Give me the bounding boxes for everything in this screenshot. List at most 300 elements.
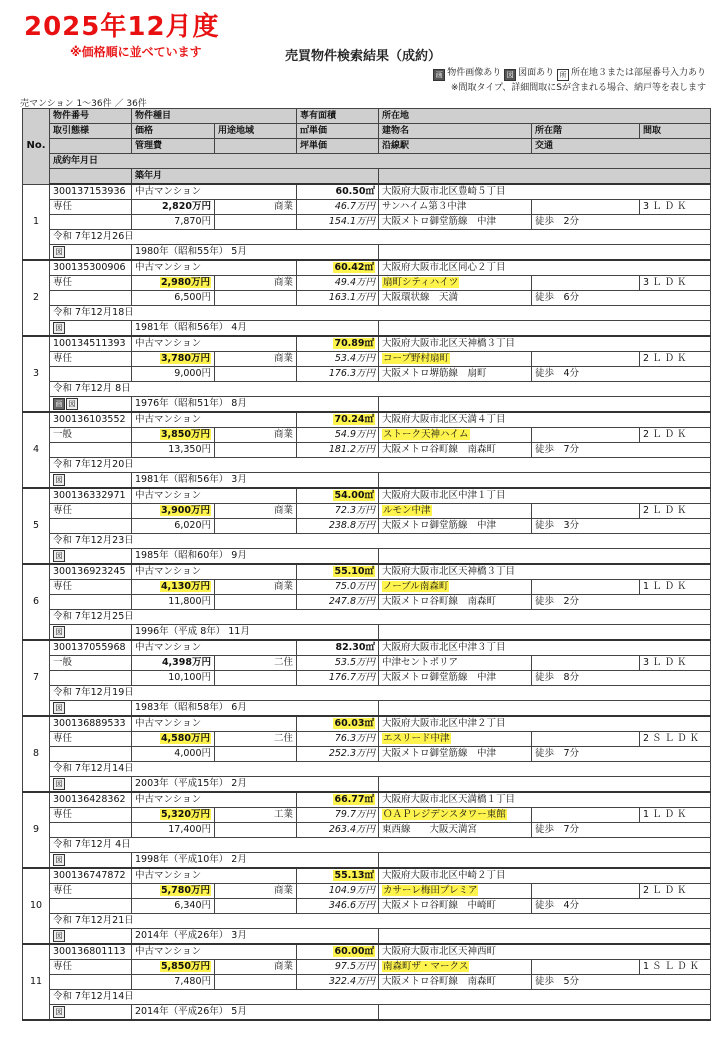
floor [532, 276, 640, 291]
row-number: 11 [23, 944, 50, 1020]
line-station: 大阪メトロ谷町線 南森町 [379, 443, 532, 458]
row-number: 3 [23, 336, 50, 412]
management-fee: 4,000円 [132, 747, 215, 762]
layout: 2ＳＬＤＫ [640, 732, 711, 747]
line-station: 大阪メトロ谷町線 南森町 [379, 595, 532, 610]
exclusive-area: 82.30㎡ [297, 640, 379, 656]
floorplan-icon[interactable]: 図 [53, 854, 65, 866]
address: 大阪府大阪市北区天神橋３丁目 [379, 336, 711, 352]
price: 4,580万円 [132, 732, 215, 747]
contract-date: 令和 7年12月21日 [50, 914, 711, 929]
access: 徒歩 2分 [532, 215, 711, 230]
transaction-type: 専任 [50, 580, 132, 595]
table-row[interactable] [23, 488, 711, 504]
header-line-station: 沿線駅 [379, 139, 532, 154]
sqm-price: 75.0万円 [297, 580, 379, 595]
sqm-price: 76.3万円 [297, 732, 379, 747]
property-type: 中古マンション [132, 564, 297, 580]
header-empty [50, 169, 132, 185]
built-date: 1981年（昭和56年） 3月 [132, 473, 379, 489]
built-date: 1985年（昭和60年） 9月 [132, 549, 379, 565]
line-station: 大阪メトロ御堂筋線 中津 [379, 519, 532, 534]
zoning: 商業 [215, 884, 297, 899]
transaction-type: 専任 [50, 808, 132, 823]
price: 4,398万円 [132, 656, 215, 671]
address-icon: 所 [557, 69, 569, 81]
row-number: 9 [23, 792, 50, 868]
empty-cell [215, 367, 297, 382]
document-title: 売買物件検索結果（成約） [285, 49, 442, 64]
line-station: 大阪メトロ御堂筋線 中津 [379, 747, 532, 762]
building-name: ＯＡＰレジデンスタワー東館 [379, 808, 532, 823]
attachment-icons[interactable] [50, 321, 132, 337]
empty-cell [379, 473, 711, 489]
management-fee: 11,800円 [132, 595, 215, 610]
sqm-price: 97.5万円 [297, 960, 379, 975]
empty-cell [215, 215, 297, 230]
layout: 1ＬＤＫ [640, 580, 711, 595]
zoning: 工業 [215, 808, 297, 823]
access: 徒歩 3分 [532, 519, 711, 534]
zoning: 商業 [215, 580, 297, 595]
exclusive-area: 55.13㎡ [297, 868, 379, 884]
sqm-price: 46.7万円 [297, 200, 379, 215]
exclusive-area: 55.10㎡ [297, 564, 379, 580]
floor [532, 580, 640, 595]
tsubo-price: 163.1万円 [297, 291, 379, 306]
line-station: 大阪メトロ堺筋線 扇町 [379, 367, 532, 382]
photo-icon[interactable]: 画 [53, 398, 65, 410]
tsubo-price: 252.3万円 [297, 747, 379, 762]
exclusive-area: 66.77㎡ [297, 792, 379, 808]
access: 徒歩 7分 [532, 443, 711, 458]
header-floor: 所在階 [532, 124, 640, 139]
transaction-type: 専任 [50, 352, 132, 367]
property-type: 中古マンション [132, 412, 297, 428]
empty-cell [379, 245, 711, 261]
management-fee: 6,340円 [132, 899, 215, 914]
table-row[interactable] [23, 640, 711, 656]
property-type: 中古マンション [132, 716, 297, 732]
floor [532, 656, 640, 671]
empty-cell [50, 367, 132, 382]
empty-cell [215, 975, 297, 990]
zoning: 二住 [215, 656, 297, 671]
layout: 1ＳＬＤＫ [640, 960, 711, 975]
address: 大阪府大阪市北区中津１丁目 [379, 488, 711, 504]
layout: 2ＬＤＫ [640, 352, 711, 367]
line-station: 大阪メトロ谷町線 南森町 [379, 975, 532, 990]
property-id: 300137055968 [50, 640, 132, 656]
empty-cell [50, 595, 132, 610]
access: 徒歩 6分 [532, 291, 711, 306]
attachment-icons[interactable] [50, 929, 132, 945]
empty-cell [215, 443, 297, 458]
address: 大阪府大阪市北区中崎２丁目 [379, 868, 711, 884]
floor [532, 732, 640, 747]
tsubo-price: 181.2万円 [297, 443, 379, 458]
attachment-icons[interactable] [50, 777, 132, 793]
header-management-fee: 管理費 [132, 139, 215, 154]
row-number: 8 [23, 716, 50, 792]
exclusive-area: 70.89㎡ [297, 336, 379, 352]
price: 5,780万円 [132, 884, 215, 899]
building-name: ルモン中津 [379, 504, 532, 519]
empty-cell [215, 291, 297, 306]
line-station: 大阪メトロ御堂筋線 中津 [379, 215, 532, 230]
contract-date: 令和 7年12月 4日 [50, 838, 711, 853]
empty-cell [379, 321, 711, 337]
building-name: コープ野村扇町 [379, 352, 532, 367]
empty-cell [379, 777, 711, 793]
built-date: 1983年（昭和58年） 6月 [132, 701, 379, 717]
floorplan-icon[interactable]: 図 [53, 778, 65, 790]
empty-cell [379, 929, 711, 945]
floor [532, 352, 640, 367]
contract-date: 令和 7年12月14日 [50, 990, 711, 1005]
built-date: 1998年（平成10年） 2月 [132, 853, 379, 869]
address: 大阪府大阪市北区天神橋３丁目 [379, 564, 711, 580]
floorplan-icon[interactable]: 図 [53, 1006, 65, 1018]
building-name: ノーブル南森町 [379, 580, 532, 595]
price: 2,820万円 [132, 200, 215, 215]
exclusive-area: 60.00㎡ [297, 944, 379, 960]
empty-cell [50, 899, 132, 914]
header-sqm-price: ㎡単価 [297, 124, 379, 139]
price: 5,850万円 [132, 960, 215, 975]
address: 大阪府大阪市北区豊崎５丁目 [379, 184, 711, 200]
line-station: 大阪メトロ御堂筋線 中津 [379, 671, 532, 686]
property-id: 100134511393 [50, 336, 132, 352]
contract-date: 令和 7年12月14日 [50, 762, 711, 777]
floorplan-icon[interactable]: 図 [53, 550, 65, 562]
header-layout: 間取 [640, 124, 711, 139]
contract-date: 令和 7年12月18日 [50, 306, 711, 321]
row-number: 5 [23, 488, 50, 564]
empty-cell [215, 823, 297, 838]
header-exclusive-area: 専有面積 [297, 109, 379, 124]
address: 大阪府大阪市北区中津３丁目 [379, 640, 711, 656]
building-name: 扇町シティハイツ [379, 276, 532, 291]
zoning: 商業 [215, 504, 297, 519]
access: 徒歩 8分 [532, 671, 711, 686]
contract-date: 令和 7年12月23日 [50, 534, 711, 549]
price: 5,320万円 [132, 808, 215, 823]
management-fee: 10,100円 [132, 671, 215, 686]
floor [532, 504, 640, 519]
tsubo-price: 238.8万円 [297, 519, 379, 534]
empty-cell [50, 747, 132, 762]
sqm-price: 104.9万円 [297, 884, 379, 899]
header-property-id: 物件番号 [50, 109, 132, 124]
floor [532, 808, 640, 823]
row-number: 1 [23, 184, 50, 260]
price: 2,980万円 [132, 276, 215, 291]
sqm-price: 54.9万円 [297, 428, 379, 443]
tsubo-price: 263.4万円 [297, 823, 379, 838]
header-empty [379, 169, 711, 185]
attachment-icons[interactable] [50, 245, 132, 261]
layout: 3ＬＤＫ [640, 200, 711, 215]
property-id: 300136889533 [50, 716, 132, 732]
layout: 3ＬＤＫ [640, 276, 711, 291]
property-id: 300136103552 [50, 412, 132, 428]
floorplan-icon[interactable]: 図 [53, 246, 65, 258]
management-fee: 7,870円 [132, 215, 215, 230]
address: 大阪府大阪市北区中津２丁目 [379, 716, 711, 732]
header-access: 交通 [532, 139, 711, 154]
address: 大阪府大阪市北区天満橋１丁目 [379, 792, 711, 808]
row-number: 6 [23, 564, 50, 640]
building-name: サンハイム第３中津 [379, 200, 532, 215]
access: 徒歩 4分 [532, 367, 711, 382]
attachment-icons[interactable] [50, 397, 132, 413]
exclusive-area: 54.00㎡ [297, 488, 379, 504]
results-table [22, 108, 711, 1021]
table-row[interactable] [23, 716, 711, 732]
tsubo-price: 322.4万円 [297, 975, 379, 990]
exclusive-area: 60.03㎡ [297, 716, 379, 732]
building-name: 中津セントポリア [379, 656, 532, 671]
row-number: 2 [23, 260, 50, 336]
sqm-price: 79.7万円 [297, 808, 379, 823]
building-name: エスリード中津 [379, 732, 532, 747]
transaction-type: 専任 [50, 200, 132, 215]
header-empty [215, 139, 297, 154]
property-id: 300136747872 [50, 868, 132, 884]
header-property-type: 物件種目 [132, 109, 297, 124]
tsubo-price: 346.6万円 [297, 899, 379, 914]
management-fee: 17,400円 [132, 823, 215, 838]
sqm-price: 49.4万円 [297, 276, 379, 291]
management-fee: 7,480円 [132, 975, 215, 990]
floorplan-icon: 図 [504, 69, 516, 81]
layout: 2ＬＤＫ [640, 884, 711, 899]
property-id: 300136428362 [50, 792, 132, 808]
header-zoning: 用途地域 [215, 124, 297, 139]
page-month-title: 2025年12月度 [24, 12, 220, 42]
empty-cell [379, 397, 711, 413]
floorplan-icon[interactable]: 図 [53, 322, 65, 334]
transaction-type: 一般 [50, 428, 132, 443]
transaction-type: 専任 [50, 276, 132, 291]
floorplan-icon[interactable]: 図 [53, 474, 65, 486]
transaction-type: 専任 [50, 504, 132, 519]
floor [532, 884, 640, 899]
access: 徒歩 2分 [532, 595, 711, 610]
table-row[interactable] [23, 564, 711, 580]
built-date: 2003年（平成15年） 2月 [132, 777, 379, 793]
contract-date: 令和 7年12月26日 [50, 230, 711, 245]
property-type: 中古マンション [132, 944, 297, 960]
address: 大阪府大阪市北区天神西町 [379, 944, 711, 960]
sqm-price: 72.3万円 [297, 504, 379, 519]
management-fee: 9,000円 [132, 367, 215, 382]
property-id: 300136332971 [50, 488, 132, 504]
access: 徒歩 4分 [532, 899, 711, 914]
table-row[interactable] [23, 184, 711, 200]
header-address: 所在地 [379, 109, 711, 124]
empty-cell [50, 975, 132, 990]
property-id: 300137153936 [50, 184, 132, 200]
attachment-icons[interactable] [50, 625, 132, 641]
sort-note: ※価格順に並べています [70, 45, 202, 59]
tsubo-price: 176.3万円 [297, 367, 379, 382]
zoning: 商業 [215, 200, 297, 215]
attachment-icons[interactable] [50, 549, 132, 565]
empty-cell [50, 671, 132, 686]
table-row[interactable] [23, 412, 711, 428]
price: 4,130万円 [132, 580, 215, 595]
empty-cell [50, 519, 132, 534]
built-date: 2014年（平成26年） 5月 [132, 1005, 379, 1021]
row-number: 4 [23, 412, 50, 488]
table-row[interactable] [23, 792, 711, 808]
empty-cell [215, 671, 297, 686]
attachment-icons[interactable] [50, 701, 132, 717]
empty-cell [50, 291, 132, 306]
property-type: 中古マンション [132, 488, 297, 504]
header-empty [50, 139, 132, 154]
header-no: No. [23, 109, 50, 185]
line-station: 大阪メトロ谷町線 中崎町 [379, 899, 532, 914]
row-number: 10 [23, 868, 50, 944]
contract-date: 令和 7年12月 8日 [50, 382, 711, 397]
access: 徒歩 5分 [532, 975, 711, 990]
floorplan-icon[interactable]: 図 [53, 930, 65, 942]
zoning: 商業 [215, 352, 297, 367]
price: 3,900万円 [132, 504, 215, 519]
floorplan-icon[interactable]: 図 [66, 398, 78, 410]
header-building-name: 建物名 [379, 124, 532, 139]
property-type: 中古マンション [132, 868, 297, 884]
attachment-icons[interactable] [50, 473, 132, 489]
built-date: 2014年（平成26年） 3月 [132, 929, 379, 945]
header-tsubo-price: 坪単価 [297, 139, 379, 154]
attachment-icons[interactable] [50, 853, 132, 869]
empty-cell [379, 853, 711, 869]
table-row[interactable] [23, 868, 711, 884]
header-contract-date: 成約年月日 [50, 154, 711, 169]
empty-cell [215, 595, 297, 610]
header-price: 価格 [132, 124, 215, 139]
contract-date: 令和 7年12月25日 [50, 610, 711, 625]
zoning: 商業 [215, 276, 297, 291]
built-date: 1981年（昭和56年） 4月 [132, 321, 379, 337]
property-id: 300136801113 [50, 944, 132, 960]
transaction-type: 専任 [50, 960, 132, 975]
floor [532, 428, 640, 443]
table-header [23, 109, 711, 185]
address: 大阪府大阪市北区天満４丁目 [379, 412, 711, 428]
zoning: 商業 [215, 428, 297, 443]
line-station: 大阪環状線 天満 [379, 291, 532, 306]
photo-icon: 画 [433, 69, 445, 81]
row-number: 7 [23, 640, 50, 716]
transaction-type: 専任 [50, 732, 132, 747]
table-row[interactable] [23, 336, 711, 352]
built-date: 1976年（昭和51年） 8月 [132, 397, 379, 413]
layout: 3ＬＤＫ [640, 656, 711, 671]
sqm-price: 53.4万円 [297, 352, 379, 367]
contract-date: 令和 7年12月19日 [50, 686, 711, 701]
layout-note: ※間取タイプ、詳細間取にSが含まれる場合、納戸等を表します [450, 83, 706, 93]
property-id: 300136923245 [50, 564, 132, 580]
building-name: 南森町ザ・マークス [379, 960, 532, 975]
tsubo-price: 247.8万円 [297, 595, 379, 610]
header-built-date: 築年月 [132, 169, 379, 185]
property-type: 中古マンション [132, 184, 297, 200]
transaction-type: 専任 [50, 884, 132, 899]
property-type: 中古マンション [132, 792, 297, 808]
tsubo-price: 176.7万円 [297, 671, 379, 686]
layout: 1ＬＤＫ [640, 808, 711, 823]
contract-date: 令和 7年12月20日 [50, 458, 711, 473]
photo-legend-label: 物件画像あり [447, 68, 502, 78]
management-fee: 13,350円 [132, 443, 215, 458]
tsubo-price: 154.1万円 [297, 215, 379, 230]
table-row[interactable] [23, 944, 711, 960]
transaction-type: 一般 [50, 656, 132, 671]
access: 徒歩 7分 [532, 747, 711, 762]
address-legend-label: 所在地３または部屋番号入力あり [570, 68, 706, 78]
property-type: 中古マンション [132, 640, 297, 656]
exclusive-area: 60.50㎡ [297, 184, 379, 200]
empty-cell [215, 899, 297, 914]
result-count: 売マンション 1～36件 ／ 36件 [20, 99, 147, 109]
layout: 2ＬＤＫ [640, 428, 711, 443]
price: 3,780万円 [132, 352, 215, 367]
table-row[interactable] [23, 260, 711, 276]
zoning: 商業 [215, 960, 297, 975]
management-fee: 6,020円 [132, 519, 215, 534]
sqm-price: 53.5万円 [297, 656, 379, 671]
layout: 2ＬＤＫ [640, 504, 711, 519]
empty-cell [215, 747, 297, 762]
empty-cell [50, 443, 132, 458]
floor [532, 960, 640, 975]
built-date: 1980年（昭和55年） 5月 [132, 245, 379, 261]
property-type: 中古マンション [132, 336, 297, 352]
built-date: 1996年（平成 8年） 11月 [132, 625, 379, 641]
floorplan-icon[interactable]: 図 [53, 626, 65, 638]
empty-cell [379, 701, 711, 717]
empty-cell [379, 549, 711, 565]
attachment-icons[interactable] [50, 1005, 132, 1021]
price: 3,850万円 [132, 428, 215, 443]
property-type: 中古マンション [132, 260, 297, 276]
floorplan-legend-label: 図面あり [518, 68, 555, 78]
building-name: ストーク天神ハイム [379, 428, 532, 443]
empty-cell [50, 823, 132, 838]
empty-cell [379, 1005, 711, 1021]
address: 大阪府大阪市北区同心２丁目 [379, 260, 711, 276]
property-id: 300135300906 [50, 260, 132, 276]
empty-cell [215, 519, 297, 534]
table-body [23, 184, 711, 1020]
header-transaction-type: 取引態様 [50, 124, 132, 139]
building-name: カサーレ梅田プレミア [379, 884, 532, 899]
empty-cell [50, 215, 132, 230]
line-station: 東西線 大阪天満宮 [379, 823, 532, 838]
zoning: 二住 [215, 732, 297, 747]
floor [532, 200, 640, 215]
icon-legend [433, 66, 706, 95]
floorplan-icon[interactable]: 図 [53, 702, 65, 714]
access: 徒歩 7分 [532, 823, 711, 838]
exclusive-area: 70.24㎡ [297, 412, 379, 428]
empty-cell [379, 625, 711, 641]
